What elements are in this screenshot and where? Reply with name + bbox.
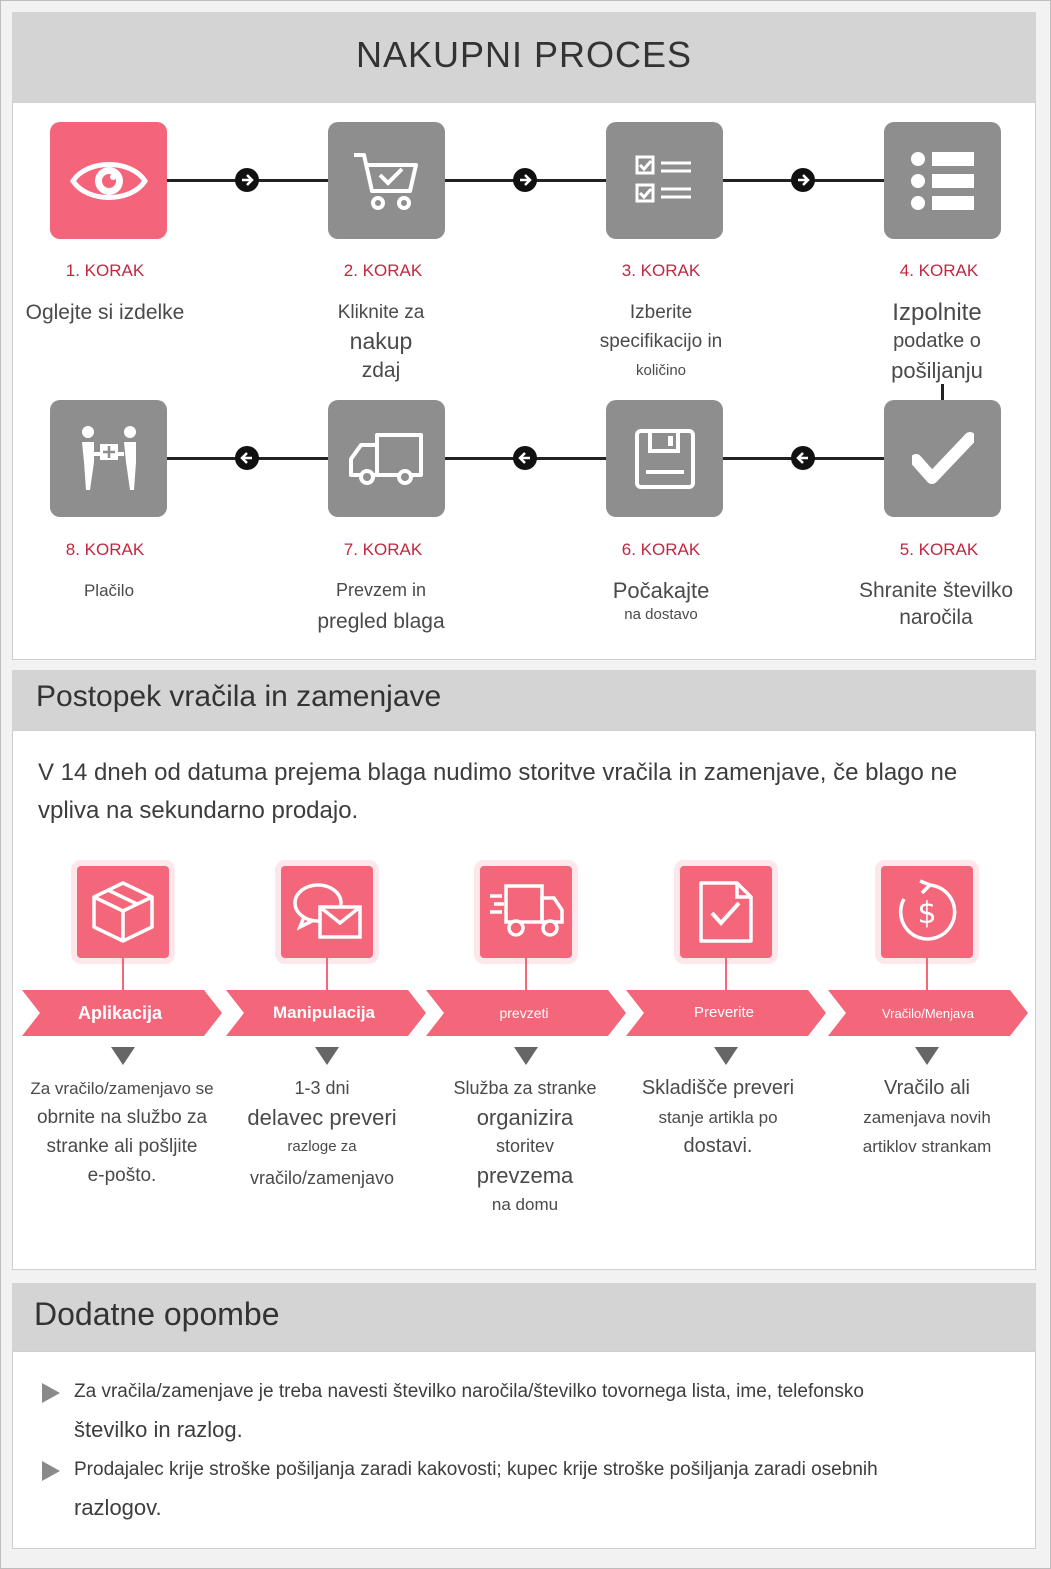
down-triangle-icon [915,1047,939,1065]
eye-icon [69,151,149,211]
return-step-3-description: Služba za stranke organizira storitev prevzema na domu [453,1078,597,1214]
step-2-label: 2. KORAK [343,261,423,280]
arrow-right-icon [235,168,259,192]
step-3-tile [606,122,723,239]
return-connector [525,958,527,990]
ribbon-handling-label: Manipulacija [272,1003,376,1022]
truck-icon [347,429,427,489]
step-3-description: Izberite specifikacijo in količino [599,302,723,379]
step-4-label: 4. KORAK [899,261,979,280]
return-step-2-description: 1-3 dni delavec preveri razloge za vračilo/zamenjavo [247,1078,397,1188]
arrow-left-icon [791,446,815,470]
arrow-right-icon [513,168,537,192]
step-7-description: Prevzem in pregled blaga [317,580,445,633]
truck-icon [488,882,564,942]
return-connector [326,958,328,990]
svg-text:$: $ [917,896,937,931]
document-check-icon [697,879,755,945]
arrow-left-icon [513,446,537,470]
step-8-label: 8. KORAK [65,540,145,559]
return-connector [725,958,727,990]
step-1-label: 1. KORAK [65,261,145,280]
ribbon-pickup-label: prevzeti [499,1005,549,1021]
save-icon [634,428,696,490]
step-5-description: Shranite številko naročila [858,579,1014,629]
return-step-1-description: Za vračilo/zamenjavo se obrnite na službo za stranke ali pošljite e-pošto. [30,1079,214,1186]
arrow-left-icon [235,446,259,470]
step-6-tile [606,400,723,517]
checklist-icon [635,153,695,209]
process-title: NAKUPNI PROCES [355,34,693,75]
step-1-tile [50,122,167,239]
down-triangle-icon [514,1047,538,1065]
checkmark-icon [912,432,974,486]
play-bullet-icon [42,1461,60,1481]
return-step-4-description: Skladišče preveri stanje artikla po dostavi. [641,1077,795,1157]
note-item: Prodajalec krije stroške pošiljanja zaradi kakovosti; kupec krije stroške pošiljanja zaradi osebnih razlogov. [42,1451,1002,1527]
return-step-5-tile [881,866,973,958]
return-step-1-tile [77,866,169,958]
return-step-5-description: Vračilo ali zamenjava novih artiklov strankam [862,1077,992,1156]
return-step-2-tile [281,866,373,958]
cart-icon [352,149,422,213]
handover-icon [74,424,144,494]
arrow-right-icon [791,168,815,192]
step-2-description: Kliknite za nakup zdaj [337,302,425,382]
note-item: Za vračila/zamenjave je treba navesti številko naročila/številko tovornega lista, ime, telefonsko številko in razlog. [42,1373,1002,1449]
step-8-description: Plačilo [83,581,135,600]
step-6-description: Počakajte na dostavo [612,578,710,623]
step-4-tile [884,122,1001,239]
step-6-label: 6. KORAK [621,540,701,559]
step-8-tile [50,400,167,517]
return-connector [926,958,928,990]
returns-header [12,670,1036,730]
notes-header [12,1283,1036,1351]
ribbon-check-label: Preverite [693,1004,755,1021]
down-triangle-icon [714,1047,738,1065]
refund-icon [894,879,960,945]
step-5-label: 5. KORAK [899,540,979,559]
down-triangle-icon [315,1047,339,1065]
step-2-tile [328,122,445,239]
step-4-description: Izpolnite podatke o pošiljanju [891,299,983,383]
returns-title: Postopek vračila in zamenjave [36,680,442,713]
returns-intro: V 14 dneh od datuma prejema blaga nudimo storitve vračila in zamenjave, če blago ne vpliva na sekundarno prodajo. [38,759,958,824]
down-triangle-icon [111,1047,135,1065]
step-1-description: Oglejte si izdelke [25,301,185,324]
ribbon-application-label: Aplikacija [77,1003,163,1023]
return-step-3-tile [480,866,572,958]
message-icon [292,881,362,943]
step-3-label: 3. KORAK [621,261,701,280]
step-7-tile [328,400,445,517]
notes-title: Dodatne opombe [34,1296,280,1332]
play-bullet-icon [42,1383,60,1403]
ribbon-refund-label: Vračilo/Menjava [881,1006,974,1021]
step-5-tile [884,400,1001,517]
return-step-4-tile [680,866,772,958]
process-header [12,12,1036,102]
box-icon [90,879,156,945]
return-connector [122,958,124,990]
list-icon [910,150,976,212]
connector-line [941,384,944,400]
step-7-label: 7. KORAK [343,540,423,559]
